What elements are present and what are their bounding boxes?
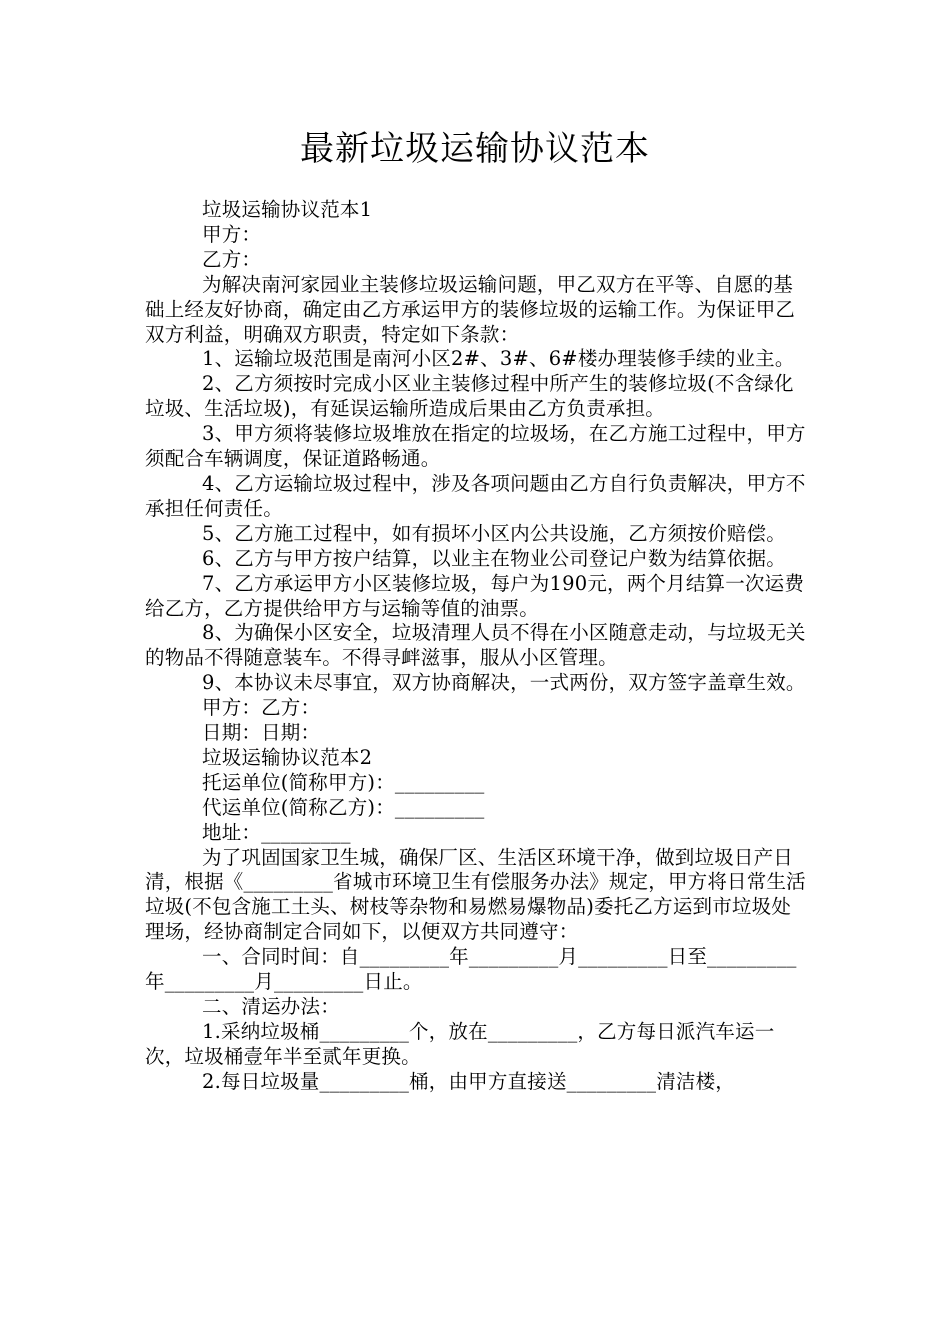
clause-3: 3、甲方须将装修垃圾堆放在指定的垃圾场，在乙方施工过程中，甲方须配合车辆调度，保证道路畅通。: [145, 422, 806, 471]
clause-8: 8、为确保小区安全，垃圾清理人员不得在小区随意走动，与垃圾无关的物品不得随意装车。不得寻衅滋事，服从小区管理。: [145, 621, 806, 670]
cleaning-method-heading: 二、清运办法：: [202, 995, 340, 1018]
date-line: 日期：日期：: [202, 721, 321, 745]
clause-6: 6、乙方与甲方按户结算，以业主在物业公司登记户数为结算依据。: [202, 546, 786, 570]
carrier-line: 代运单位(简称乙方)：_________: [202, 795, 485, 819]
clause-4: 4、乙方运输垃圾过程中，涉及各项问题由乙方自行负责解决，甲方不承担任何责任。: [145, 471, 806, 520]
signature-line: 甲方：乙方：: [202, 696, 321, 720]
contract-preamble: 为了巩固国家卫生城，确保厂区、生活区环境干净，做到垃圾日产日清，根据《_________省城市环境卫生有偿服务办法》规定，甲方将日常生活垃圾(不包含施工土头、树枝等杂物和易燃易爆物品)委托乙方运到市垃圾处理场，经协商制定合同如下，以便双方共同遵守：: [145, 845, 806, 944]
cleaning-item-1: 1.采纳垃圾桶_________个，放在_________，乙方每日派汽车运一次，垃圾桶壹年半至贰年更换。: [145, 1019, 775, 1068]
clause-9: 9、本协议未尽事宜，双方协商解决，一式两份，双方签字盖章生效。: [202, 671, 806, 695]
clause-5: 5、乙方施工过程中，如有损坏小区内公共设施，乙方须按价赔偿。: [202, 521, 786, 545]
clause-7: 7、乙方承运甲方小区装修垃圾，每户为190元，两个月结算一次运费给乙方，乙方提供给甲方与运输等值的油票。: [145, 571, 805, 620]
document-body: [145, 198, 810, 1095]
section-heading-1: 垃圾运输协议范本1: [202, 198, 373, 221]
consignor-line: 托运单位(简称甲方)：_________: [202, 770, 485, 794]
clause-1: 1、运输垃圾范围是南河小区2#、3#、6#楼办理装修手续的业主。: [202, 347, 795, 371]
contract-term-clause: 一、合同时间：自_________年_________月_________日至_________年_________月_________日止。: [145, 945, 797, 994]
address-line: 地址：_________: [202, 820, 351, 844]
document-title: 最新垃圾运输协议范本: [300, 129, 650, 169]
clause-2: 2、乙方须按时完成小区业主装修过程中所产生的装修垃圾(不含绿化垃圾、生活垃圾)，有延误运输所造成后果由乙方负责承担。: [145, 372, 794, 421]
cleaning-item-2: 2.每日垃圾量_________桶，由甲方直接送_________清洁楼，: [202, 1069, 736, 1093]
party-b-line: 乙方：: [202, 247, 262, 271]
section-heading-2: 垃圾运输协议范本2: [202, 745, 373, 769]
preamble-paragraph: 为解决南河家园业主装修垃圾运输问题，甲乙双方在平等、自愿的基础上经友好协商，确定由乙方承运甲方的装修垃圾的运输工作。为保证甲乙双方利益，明确双方职责，特定如下条款：: [145, 272, 796, 346]
party-a-line: 甲方：: [202, 222, 262, 246]
